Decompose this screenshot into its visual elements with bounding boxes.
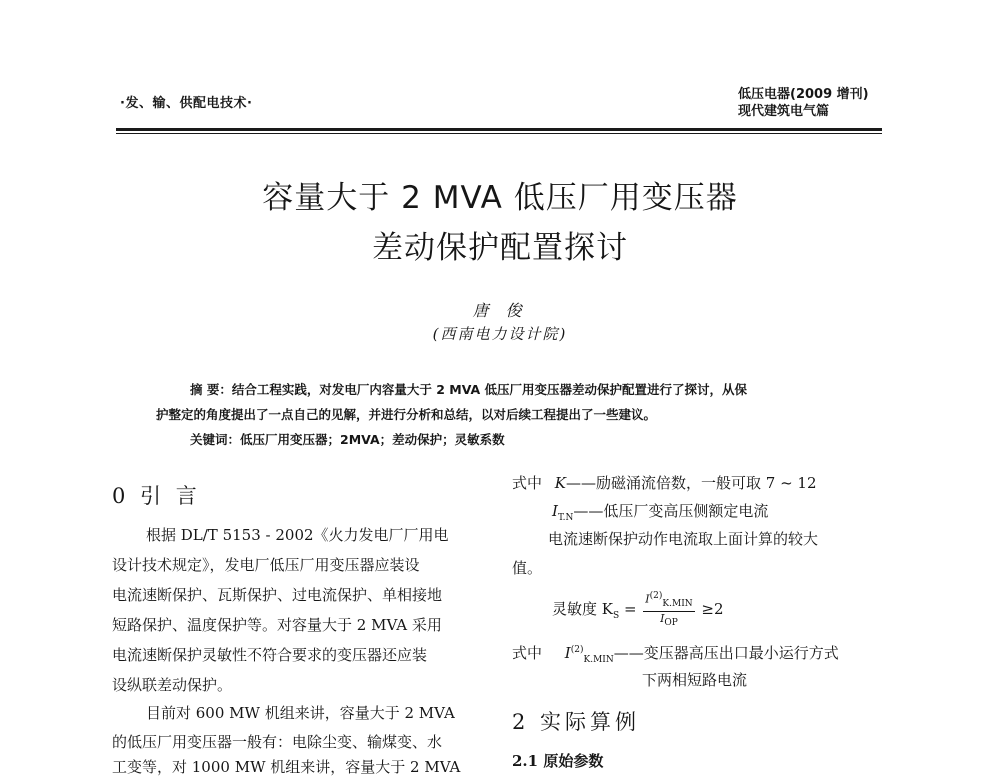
where-label-2: 式中 <box>512 644 543 662</box>
section-0-heading: 0 引 言 <box>112 484 201 508</box>
sensitivity-formula: 灵敏度 $K_S$ = $\frac{I^{(2)}_{K.MIN}}{I_{OP}}$ ≥2 <box>552 591 724 629</box>
ikmin-description-1: ——变压器高压出口最小运行方式 <box>613 644 839 662</box>
where-ikmin <box>512 642 839 665</box>
where-itn <box>552 500 768 523</box>
sensitivity-subscript: S <box>612 611 620 622</box>
itn-symbol: I <box>552 502 558 520</box>
body-right-line-1: 电流速断保护动作电流取上面计算的较大 <box>548 530 819 548</box>
keywords: 关键词：低压厂用变压器；2MVA；差动保护；灵敏系数 <box>190 432 505 447</box>
body-line-2: 设计技术规定》，发电厂低压厂用变压器应装设 <box>112 556 420 574</box>
itn-description: ——低压厂变高压侧额定电流 <box>573 502 769 520</box>
ikmin-symbol: I <box>564 644 571 662</box>
body-line-6: 设纵联差动保护。 <box>112 676 233 694</box>
running-header-section: ·发、输、供配电技术· <box>120 96 253 111</box>
where-k <box>512 472 817 493</box>
journal-part: 现代建筑电气篇 <box>738 104 830 119</box>
sensitivity-relation: ≥2 <box>701 600 724 619</box>
ikmin-sub: K.MIN <box>583 655 614 665</box>
abstract-line-1: 摘 要：结合工程实践，对发电厂内容量大于 2 MVA 低压厂用变压器差动保护配置进行了探讨，从保 <box>190 382 748 397</box>
body-right-line-2: 值。 <box>512 559 543 577</box>
fraction-denominator: $I_{OP}$ <box>660 611 678 629</box>
itn-subscript: T.N <box>557 513 574 523</box>
body-line-3: 电流速断保护、瓦斯保护、过电流保护、单相接地 <box>112 586 443 604</box>
ikmin-sup: (2) <box>570 645 584 655</box>
abstract-line-2: 护整定的角度提出了一点自己的见解，并进行分析和总结，以对后续工程提出了一些建议。 <box>156 407 657 422</box>
section-2-heading: 2 实际算例 <box>512 710 641 734</box>
k-description: ——励磁涌流倍数，一般可取 7 ~ 12 <box>566 474 817 492</box>
k-symbol: K <box>554 474 567 492</box>
sensitivity-fraction <box>643 590 694 630</box>
body-line-5: 电流速断保护灵敏性不符合要求的变压器还应装 <box>112 646 428 664</box>
sensitivity-label: 灵敏度 K <box>552 600 613 619</box>
body-line-9: 工变等，对 1000 MW 机组来讲，容量大于 2 MVA <box>112 758 461 776</box>
ikmin-description-2: 下两相短路电流 <box>642 671 748 689</box>
body-line-7: 目前对 600 MW 机组来讲，容量大于 2 MVA <box>146 704 455 722</box>
journal-issue: 低压电器(2009 增刊) <box>738 87 869 102</box>
body-line-8: 的低压厂用变压器一般有：电除尘变、输煤变、水 <box>112 733 443 751</box>
subsection-2-1-heading: 2.1 原始参数 <box>512 752 604 770</box>
author-affiliation: (西南电力设计院) <box>432 325 568 343</box>
fraction-numerator: $I^{(2)}_{K.MIN}$ <box>643 590 694 612</box>
header-rule-thin <box>116 133 882 134</box>
author-name: 唐 俊 <box>472 301 528 320</box>
where-label: 式中 <box>512 474 543 492</box>
running-header-journal <box>738 86 869 120</box>
header-rule-thick <box>116 128 882 131</box>
body-line-4: 短路保护、温度保护等。对容量大于 2 MVA 采用 <box>112 616 442 634</box>
title-line-1: 容量大于 2 MVA 低压厂用变压器 <box>262 180 738 216</box>
body-line-1: 根据 DL/T 5153 - 2002《火力发电厂厂用电 <box>146 526 449 544</box>
title-line-2: 差动保护配置探讨 <box>372 230 628 266</box>
